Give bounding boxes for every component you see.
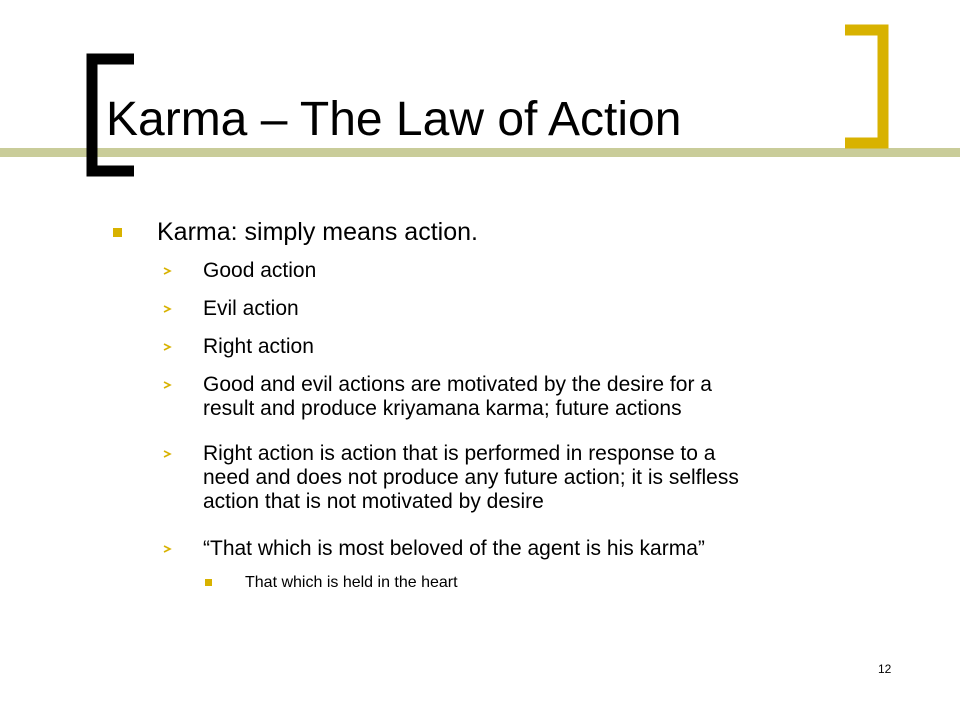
sub-bullet-right-action-detail — [203, 442, 739, 514]
line: action that is not motivated by desire — [203, 490, 544, 513]
line: Good action — [203, 259, 317, 282]
sub-bullet-quote — [203, 537, 705, 561]
header-line — [0, 148, 960, 157]
chevron-bullet-icon — [162, 342, 172, 352]
sub-bullet-right-action — [203, 335, 314, 359]
chevron-bullet-icon — [162, 380, 172, 390]
main-bullet: Karma: simply means action. — [157, 218, 478, 246]
chevron-bullet-icon — [162, 544, 172, 554]
line: need and does not produce any future action; it is selfless — [203, 466, 739, 489]
page-number: 12 — [878, 662, 892, 676]
line: Evil action — [203, 297, 299, 320]
sub-bullet-evil-action — [203, 297, 299, 321]
line: Right action — [203, 335, 314, 358]
square-bullet-icon — [205, 579, 212, 586]
chevron-bullet-icon — [162, 304, 172, 314]
chevron-bullet-icon — [162, 266, 172, 276]
slide-title: Karma – The Law of Action — [106, 93, 682, 146]
sub-bullet-good-action — [203, 259, 316, 283]
subsub-bullet: That which is held in the heart — [245, 574, 458, 591]
right-bracket — [845, 30, 883, 143]
square-bullet-icon — [113, 228, 122, 237]
line: Right action is action that is performed in response to a — [203, 442, 716, 465]
sub-bullet-good-evil — [203, 373, 712, 421]
chevron-bullet-icon — [162, 449, 172, 459]
line: “That which is most beloved of the agent is his karma” — [203, 537, 705, 560]
line: Good and evil actions are motivated by the desire for a — [203, 373, 712, 396]
line: result and produce kriyamana karma; future actions — [203, 397, 682, 420]
